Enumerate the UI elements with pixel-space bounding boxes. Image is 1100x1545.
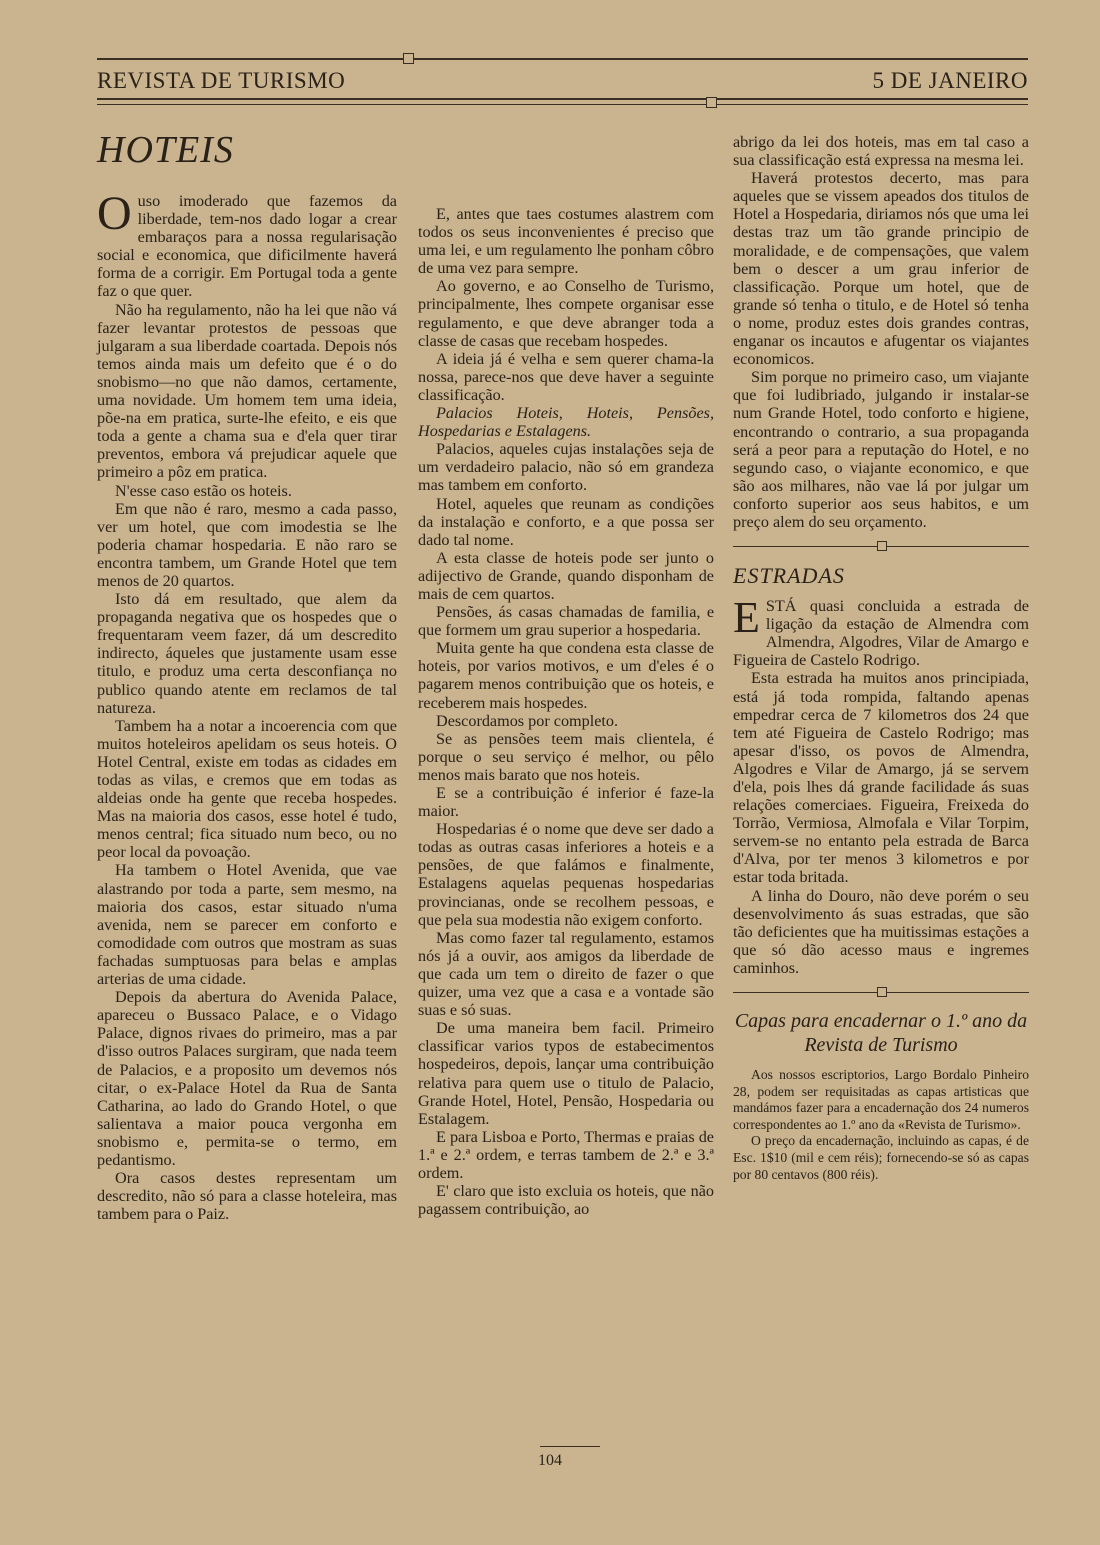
- column-3: [733, 133, 1029, 1183]
- hoteis-paragraph: Depois da abertura do Avenida Palace, apareceu o Bussaco Palace, e o Vidago Palace, dignos rivaes do primeiro, mas a par d'isso outros Palaces surgiram, que nada teem de Palacios, e a proposito um devemos nós citar, o ex-Palace Hotel da Rua de Santa Catharina, ao lado do Grando Hotel, o que salientava a maior pouca vergonha em snobismo e, permita-se o termo, em pedantismo.: [97, 988, 397, 1169]
- hoteis-paragraph: abrigo da lei dos hoteis, mas em tal caso a sua classificação está expressa na mesma lei.: [733, 133, 1029, 170]
- hoteis-paragraph: Hospedarias é o nome que deve ser dado a todas as outras casas inferiores a hoteis e a pensões, de que falámos e finalmente, Estalagens aquelas pequenas hospedarias provincianas, onde se recolhem pessoas, e que pela sua modestia não exigem conforto.: [418, 820, 714, 929]
- page-number: 104: [0, 1452, 1100, 1470]
- estradas-paragraph-1: ESTÁ quasi concluida a estrada de ligação da estação de Almendra com Almendra, Algodres, Vilar de Amargo e Figueira de Castelo Rodrigo.: [733, 593, 1029, 670]
- hoteis-paragraph-1: Ouso imoderado que fazemos da liberdade, tem-nos dado logar a crear embaraços para a nossa regularisação social e economica, que dificilmente haverá forma de a corrigir. Em Portugal toda a gente faz o que quer.: [97, 187, 397, 301]
- hoteis-paragraph: Pensões, ás casas chamadas de familia, e que formem um grau superior a hospedaria.: [418, 603, 714, 640]
- header-rule-thin: [97, 104, 1028, 105]
- hoteis-paragraph: A esta classe de hoteis pode ser junto o adijectivo de Grande, quando disponham de mais de cem quartos.: [418, 548, 714, 603]
- header-rule-top: [97, 58, 1028, 60]
- hoteis-paragraph: Haverá protestos decerto, mas para aqueles que se vissem apeados dos titulos de Hotel a Hospedaria, diriamos nós que uma lei destas traz um tão grande principio de moralidade, e de compensações, que valem bem o descer a um grau inferior de classificação. Porque um hotel, que de grande só tenha o titulo, e de Hotel só tenha o nome, produz estes dois grandes contras, enganar os incautos e afugentar os viajantes economicos.: [733, 169, 1029, 369]
- hoteis-paragraph: Ha tambem o Hotel Avenida, que vae alastrando por toda a parte, sem mesmo, na maioria dos casos, estar situado n'uma avenida, nem se parecer em conforto e comodidade com outros que mostram as suas fachadas sumptuosas para belas e amplas arterias de uma cidade.: [97, 861, 397, 989]
- estradas-paragraph: Esta estrada ha muitos anos principiada, está já toda rompida, faltando apenas empedrar cerca de 7 kilometros dos 24 que tem até Figueira de Castelo Rodrigo; mas apesar d'isso, os povos de Almendra, Algodres e Vilar de Amargo, já se servem d'ela, pois lhes dá grande facilidade ás suas relações comerciaes. Figueira, Freixeda do Torrão, Vermiosa, Almofala e Vilar Torpim, servem-se no entanto pela estrada de Barca d'Alva, por ter menos 3 kilometros e por estar toda britada.: [733, 669, 1029, 887]
- notice-title-capas: Capas para encadernar o 1.º ano da Revista de Turismo: [734, 1010, 1028, 1057]
- hoteis-paragraph: Muita gente ha que condena esta classe de hoteis, por varios motivos, e um d'eles é o pagarem menos contribuição que os hoteis, e receberem mais hospedes.: [418, 639, 714, 712]
- hoteis-paragraph: Se as pensões teem mais clientela, é porque o seu serviço é melhor, ou pêlo menos mais barato que nos hoteis.: [418, 729, 714, 784]
- hoteis-paragraph: Descordamos por completo.: [436, 711, 619, 730]
- dropcap-o: O: [97, 187, 132, 240]
- header-rule-bottom: [97, 98, 1028, 100]
- divider-ornament: [877, 541, 887, 551]
- section-divider: [733, 541, 1029, 553]
- dropcap-e: E: [733, 593, 760, 643]
- hoteis-paragraph: E, antes que taes costumes alastrem com todos os seus inconvenientes é preciso que uma lei, e um regulamento lhe ponham côbro de uma vez para sempre.: [418, 205, 714, 278]
- article-title-estradas: ESTRADAS: [733, 563, 845, 589]
- hoteis-paragraph: Ora casos destes representam um descredito, não só para a classe hoteleira, mas tambem para o Paiz.: [97, 1169, 397, 1224]
- hoteis-paragraph: Tambem ha a notar a incoerencia com que muitos hoteleiros apelidam os seus hoteis. O Hotel Central, existe em todas as cidades em todas as vilas, e cremos que em todas as aldeias onde ha gente que receba hospedes. Mas na maioria dos casos, esse hotel é tudo, menos central; fica situado num beco, ou no peor local da povoação.: [97, 716, 397, 862]
- hoteis-paragraph: Não ha regulamento, não ha lei que não vá fazer levantar protestos de pessoas que julgaram a sua liberdade coartada. Depois nós temos ainda mais um defeito que é o do snobismo—no que não damos, certamente, uma novidade. Um homem tem uma ideia, põe-na em pratica, surte-lhe efeito, e eis que toda a gente a chama sua e d'ela quer tirar preventos, embora vá prejudicar aquele que primeiro a pôz em pratica.: [97, 300, 397, 482]
- magazine-name: REVISTA DE TURISMO: [97, 68, 346, 93]
- hoteis-paragraph: Sim porque no primeiro caso, um viajante que foi ludibriado, julgando ir instalar-se num Grande Hotel, todo conforto e higiene, encontrando o contrario, a sua propaganda será a peor para a reputação do Hotel, e no segundo caso, o viajante economico, e que são aos milhares, não vae lá por julgar um conforto superior aos seus habitos, e um preço alem do seu orçamento.: [733, 368, 1029, 531]
- article-title-hoteis: HOTEIS: [97, 129, 234, 171]
- divider-ornament: [877, 987, 887, 997]
- hoteis-paragraph: N'esse caso estão os hoteis.: [115, 481, 292, 500]
- capas-paragraph: Aos nossos escriptorios, Largo Bordalo Pinheiro 28, podem ser requisitadas as capas artisticas que mandámos fazer para a encadernação dos 24 numeros correspondentes ao 1.º ano da «Revista de Turismo».: [733, 1067, 1029, 1132]
- header-ornament: [403, 53, 414, 64]
- column-2: [418, 205, 714, 1218]
- hoteis-paragraph: Mas como fazer tal regulamento, estamos nós já a ouvir, aos amigos da liberdade de que cada um tem o direito de fazer o que quizer, uma vez que a casa e a vontade são suas e só suas.: [418, 928, 714, 1020]
- hoteis-paragraph: E se a contribuição é inferior é faze-la maior.: [418, 784, 714, 821]
- column-1: [97, 120, 397, 1223]
- section-divider: [733, 987, 1029, 999]
- hoteis-paragraph: E' claro que isto excluia os hoteis, que não pagassem contribuição, ao: [418, 1182, 714, 1219]
- header-ornament-right: [706, 97, 717, 108]
- hoteis-paragraph: A ideia já é velha e sem querer chama-la nossa, parece-nos que deve haver a seguinte classificação.: [418, 349, 714, 404]
- hoteis-paragraph: Palacios, aqueles cujas instalações seja de um verdadeiro palacio, não só em grandeza mas tambem em conforto.: [418, 440, 714, 495]
- hoteis-paragraph: Isto dá em resultado, que alem da propaganda negativa que os hospedes que o frequentaram veem fazer, dá um descredito indirecto, áqueles que justamente usam esse titulo, e produz uma certa desconfiança no publico quando atente em reclamos de tal natureza.: [97, 590, 397, 717]
- estradas-paragraph: A linha do Douro, não deve porém o seu desenvolvimento ás suas estradas, que são tão deficientes que ha muitissimas estações a que só dão acesso maus e ingremes caminhos.: [733, 886, 1029, 977]
- hoteis-paragraph: Hotel, aqueles que reunam as condições da instalação e conforto, e a que possa ser dado tal nome.: [418, 494, 714, 549]
- hoteis-paragraph: Em que não é raro, mesmo a cada passo, ver um hotel, que com imodestia se lhe poderia chamar hospedaria. E não raro se encontra tambem, um Grande Hotel que tem menos de 20 quartos.: [97, 499, 397, 590]
- issue-date: 5 DE JANEIRO: [872, 68, 1028, 93]
- classification-list: Palacios Hoteis, Hoteis, Pensões, Hospedarias e Estalagens.: [418, 404, 714, 441]
- hoteis-paragraph: De uma maneira bem facil. Primeiro classificar varios typos de estabecimentos hospedeiros, depois, lançar uma contribuição relativa para quem use o titulo de Palacio, Grande Hotel, Hotel, Pensão, Hospedaria ou Estalagem.: [418, 1019, 714, 1128]
- page-header: [97, 68, 1028, 96]
- hoteis-paragraph: Ao governo, e ao Conselho de Turismo, principalmente, lhes compete organisar esse regulamento, e que deve abranger toda a classe de casas que recebam hospedes.: [418, 277, 714, 350]
- hoteis-paragraph: E para Lisboa e Porto, Thermas e praias de 1.ª e 2.ª ordem, e terras tambem de 2.ª e 3.ª ordem.: [418, 1127, 714, 1182]
- capas-paragraph: O preço da encadernação, incluindo as capas, é de Esc. 1$10 (mil e cem réis); fornecendo-se só as capas por 80 centavos (800 réis).: [733, 1133, 1029, 1182]
